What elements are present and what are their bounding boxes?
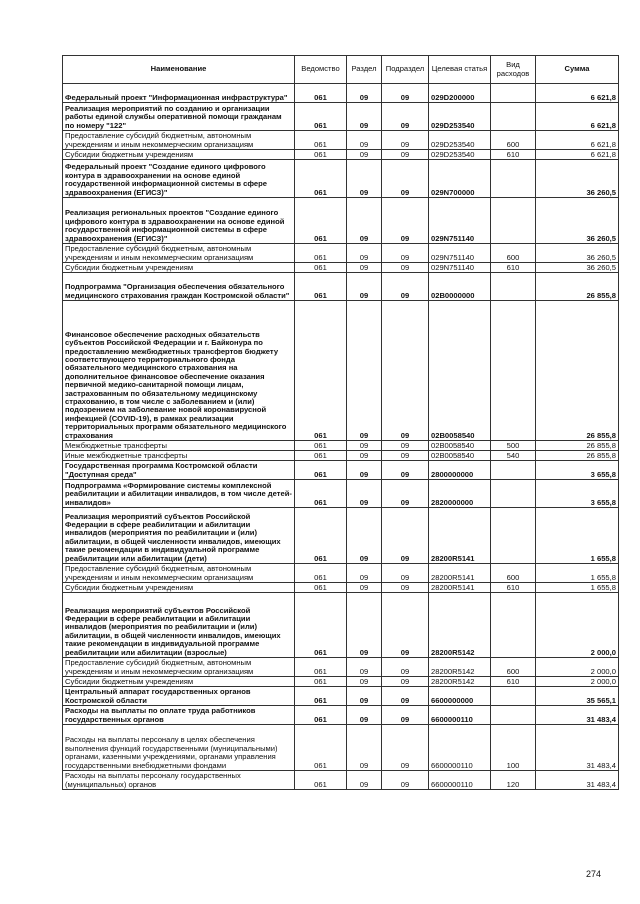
table-row bbox=[63, 706, 619, 725]
cell-razdel: 09 bbox=[347, 198, 382, 244]
cell-vid-rashodov: 600 bbox=[491, 131, 536, 150]
cell-cel-statya: 6600000110 bbox=[429, 725, 491, 771]
cell-cel-statya: 029N700000 bbox=[429, 160, 491, 198]
cell-razdel: 09 bbox=[347, 677, 382, 687]
cell-cel-statya: 28200R5142 bbox=[429, 677, 491, 687]
table-row bbox=[63, 84, 619, 103]
cell-vedomstvo: 061 bbox=[295, 480, 347, 508]
cell-vid-rashodov bbox=[491, 593, 536, 658]
header-podrazdel: Подраздел bbox=[382, 56, 429, 84]
cell-summa: 36 260,5 bbox=[536, 244, 619, 263]
table-row bbox=[63, 150, 619, 160]
cell-razdel: 09 bbox=[347, 706, 382, 725]
cell-vid-rashodov bbox=[491, 273, 536, 301]
cell-vid-rashodov bbox=[491, 160, 536, 198]
cell-vid-rashodov bbox=[491, 480, 536, 508]
table-row bbox=[63, 593, 619, 658]
cell-summa: 1 655,8 bbox=[536, 508, 619, 564]
cell-podrazdel: 09 bbox=[382, 771, 429, 790]
table-row bbox=[63, 564, 619, 583]
table-row bbox=[63, 160, 619, 198]
cell-podrazdel: 09 bbox=[382, 131, 429, 150]
cell-vedomstvo: 061 bbox=[295, 301, 347, 441]
cell-cel-statya: 6600000000 bbox=[429, 687, 491, 706]
cell-razdel: 09 bbox=[347, 273, 382, 301]
cell-name: Реализация региональных проектов "Создание единого цифрового контура в здравоохранении на основе единой государственной информационной системы в сфере здравоохранения (ЕГИСЗ)" bbox=[63, 198, 295, 244]
cell-vedomstvo: 061 bbox=[295, 451, 347, 461]
cell-vid-rashodov bbox=[491, 706, 536, 725]
cell-podrazdel: 09 bbox=[382, 677, 429, 687]
cell-razdel: 09 bbox=[347, 480, 382, 508]
table-row bbox=[63, 451, 619, 461]
cell-cel-statya: 029D253540 bbox=[429, 131, 491, 150]
cell-vedomstvo: 061 bbox=[295, 263, 347, 273]
cell-razdel: 09 bbox=[347, 84, 382, 103]
cell-razdel: 09 bbox=[347, 461, 382, 480]
cell-razdel: 09 bbox=[347, 131, 382, 150]
cell-vedomstvo: 061 bbox=[295, 150, 347, 160]
cell-razdel: 09 bbox=[347, 301, 382, 441]
cell-cel-statya: 28200R5141 bbox=[429, 508, 491, 564]
cell-podrazdel: 09 bbox=[382, 706, 429, 725]
cell-cel-statya: 029N751140 bbox=[429, 263, 491, 273]
cell-vedomstvo: 061 bbox=[295, 198, 347, 244]
cell-cel-statya: 28200R5141 bbox=[429, 583, 491, 593]
table-row bbox=[63, 198, 619, 244]
cell-vid-rashodov: 610 bbox=[491, 677, 536, 687]
cell-vedomstvo: 061 bbox=[295, 771, 347, 790]
cell-name: Реализация мероприятий субъектов Российской Федерации в сфере реабилитации и абилитации инвалидов (мероприятия по реабилитации и (или) абилитации, в общей численности инвалидов, имеющих такие рекомендации в индивидуальной программе реабилитации или абилитации (взрослые) bbox=[63, 593, 295, 658]
cell-name: Субсидии бюджетным учреждениям bbox=[63, 583, 295, 593]
cell-summa: 3 655,8 bbox=[536, 461, 619, 480]
header-razdel: Раздел bbox=[347, 56, 382, 84]
cell-vid-rashodov bbox=[491, 84, 536, 103]
cell-summa: 36 260,5 bbox=[536, 198, 619, 244]
cell-name: Подпрограмма «Формирование системы комплексной реабилитации и абилитации инвалидов, в том числе детей-инвалидов» bbox=[63, 480, 295, 508]
table-row bbox=[63, 480, 619, 508]
cell-cel-statya: 02В0058540 bbox=[429, 301, 491, 441]
cell-summa: 26 855,8 bbox=[536, 451, 619, 461]
cell-razdel: 09 bbox=[347, 725, 382, 771]
cell-podrazdel: 09 bbox=[382, 508, 429, 564]
cell-summa: 26 855,8 bbox=[536, 273, 619, 301]
cell-vedomstvo: 061 bbox=[295, 593, 347, 658]
cell-vid-rashodov bbox=[491, 508, 536, 564]
table-row bbox=[63, 131, 619, 150]
cell-cel-statya: 02В0058540 bbox=[429, 441, 491, 451]
cell-summa: 36 260,5 bbox=[536, 263, 619, 273]
cell-podrazdel: 09 bbox=[382, 441, 429, 451]
cell-summa: 6 621,8 bbox=[536, 131, 619, 150]
cell-podrazdel: 09 bbox=[382, 564, 429, 583]
cell-name: Расходы на выплаты персоналу государственных (муниципальных) органов bbox=[63, 771, 295, 790]
cell-summa: 31 483,4 bbox=[536, 706, 619, 725]
cell-razdel: 09 bbox=[347, 593, 382, 658]
cell-vid-rashodov: 610 bbox=[491, 150, 536, 160]
cell-razdel: 09 bbox=[347, 103, 382, 131]
budget-table bbox=[62, 55, 619, 790]
cell-podrazdel: 09 bbox=[382, 451, 429, 461]
cell-name: Государственная программа Костромской области "Доступная среда" bbox=[63, 461, 295, 480]
table-row bbox=[63, 687, 619, 706]
cell-vid-rashodov bbox=[491, 301, 536, 441]
cell-name: Предоставление субсидий бюджетным, автономным учреждениям и иным некоммерческим организациям bbox=[63, 564, 295, 583]
page-number: 274 bbox=[586, 869, 602, 879]
cell-razdel: 09 bbox=[347, 583, 382, 593]
cell-podrazdel: 09 bbox=[382, 583, 429, 593]
table-row bbox=[63, 263, 619, 273]
cell-summa: 6 621,8 bbox=[536, 150, 619, 160]
cell-razdel: 09 bbox=[347, 150, 382, 160]
cell-name: Подпрограмма "Организация обеспечения обязательного медицинского страхования граждан Костромской области" bbox=[63, 273, 295, 301]
cell-summa: 1 655,8 bbox=[536, 583, 619, 593]
cell-razdel: 09 bbox=[347, 263, 382, 273]
cell-vid-rashodov bbox=[491, 198, 536, 244]
cell-vedomstvo: 061 bbox=[295, 687, 347, 706]
cell-podrazdel: 09 bbox=[382, 658, 429, 677]
cell-vedomstvo: 061 bbox=[295, 706, 347, 725]
cell-cel-statya: 029D200000 bbox=[429, 84, 491, 103]
cell-razdel: 09 bbox=[347, 564, 382, 583]
cell-vid-rashodov: 600 bbox=[491, 658, 536, 677]
cell-vedomstvo: 061 bbox=[295, 84, 347, 103]
cell-vid-rashodov bbox=[491, 687, 536, 706]
table-body bbox=[63, 84, 619, 790]
cell-summa: 36 260,5 bbox=[536, 160, 619, 198]
cell-name: Субсидии бюджетным учреждениям bbox=[63, 150, 295, 160]
cell-name: Центральный аппарат государственных органов Костромской области bbox=[63, 687, 295, 706]
cell-vedomstvo: 061 bbox=[295, 461, 347, 480]
cell-vedomstvo: 061 bbox=[295, 441, 347, 451]
cell-vid-rashodov: 610 bbox=[491, 263, 536, 273]
cell-razdel: 09 bbox=[347, 441, 382, 451]
cell-summa: 3 655,8 bbox=[536, 480, 619, 508]
header-vedomstvo: Ведомство bbox=[295, 56, 347, 84]
cell-podrazdel: 09 bbox=[382, 84, 429, 103]
cell-podrazdel: 09 bbox=[382, 725, 429, 771]
cell-podrazdel: 09 bbox=[382, 244, 429, 263]
cell-name: Субсидии бюджетным учреждениям bbox=[63, 677, 295, 687]
cell-razdel: 09 bbox=[347, 244, 382, 263]
cell-podrazdel: 09 bbox=[382, 301, 429, 441]
cell-name: Предоставление субсидий бюджетным, автономным учреждениям и иным некоммерческим организациям bbox=[63, 658, 295, 677]
cell-podrazdel: 09 bbox=[382, 593, 429, 658]
cell-name: Расходы на выплаты персоналу в целях обеспечения выполнения функций государственными (муниципальными) органами, казенными учреждениями, органами управления государственными внебюджетными фондами bbox=[63, 725, 295, 771]
cell-vid-rashodov: 500 bbox=[491, 441, 536, 451]
table-row bbox=[63, 301, 619, 441]
cell-name: Межбюджетные трансферты bbox=[63, 441, 295, 451]
cell-cel-statya: 029N751140 bbox=[429, 198, 491, 244]
cell-name: Федеральный проект "Информационная инфраструктура" bbox=[63, 84, 295, 103]
cell-vedomstvo: 061 bbox=[295, 244, 347, 263]
cell-summa: 2 000,0 bbox=[536, 658, 619, 677]
cell-vid-rashodov bbox=[491, 461, 536, 480]
cell-summa: 6 621,8 bbox=[536, 103, 619, 131]
header-summa: Сумма bbox=[536, 56, 619, 84]
cell-name: Расходы на выплаты по оплате труда работников государственных органов bbox=[63, 706, 295, 725]
cell-name: Финансовое обеспечение расходных обязательств субъектов Российской Федерации и г. Байконура по предоставлению межбюджетных трансфертов бюджету соответствующего территориального фонда обязательного медицинского страхования на дополнительное финансовое обеспечение оказания первичной медико-санитарной помощи лицам, застрахованным по обязательному медицинскому страхованию, в том числе с заболеванием и (или) подозрением на заболевание новой коронавирусной инфекцией (COVID-19), в рамках реализации территориальных программ обязательного медицинского страхования bbox=[63, 301, 295, 441]
cell-cel-statya: 02В0058540 bbox=[429, 451, 491, 461]
cell-name: Предоставление субсидий бюджетным, автономным учреждениям и иным некоммерческим организациям bbox=[63, 244, 295, 263]
cell-name: Федеральный проект "Создание единого цифрового контура в здравоохранении на основе единой государственной информационной системы в сфере здравоохранения (ЕГИСЗ)" bbox=[63, 160, 295, 198]
table-row bbox=[63, 725, 619, 771]
table-row bbox=[63, 461, 619, 480]
cell-vedomstvo: 061 bbox=[295, 160, 347, 198]
cell-summa: 1 655,8 bbox=[536, 564, 619, 583]
cell-vid-rashodov: 120 bbox=[491, 771, 536, 790]
table-row bbox=[63, 658, 619, 677]
cell-podrazdel: 09 bbox=[382, 160, 429, 198]
cell-summa: 2 000,0 bbox=[536, 593, 619, 658]
cell-razdel: 09 bbox=[347, 658, 382, 677]
table-row bbox=[63, 244, 619, 263]
cell-vid-rashodov: 600 bbox=[491, 564, 536, 583]
cell-vedomstvo: 061 bbox=[295, 583, 347, 593]
cell-podrazdel: 09 bbox=[382, 461, 429, 480]
cell-podrazdel: 09 bbox=[382, 273, 429, 301]
cell-cel-statya: 02В0000000 bbox=[429, 273, 491, 301]
table-row bbox=[63, 441, 619, 451]
cell-summa: 31 483,4 bbox=[536, 771, 619, 790]
cell-razdel: 09 bbox=[347, 160, 382, 198]
table-row bbox=[63, 677, 619, 687]
cell-vedomstvo: 061 bbox=[295, 564, 347, 583]
cell-name: Реализация мероприятий субъектов Российской Федерации в сфере реабилитации и абилитации инвалидов (мероприятия по реабилитации и (или) абилитации, в общей численности инвалидов, имеющих такие рекомендации в индивидуальной программе реабилитации или абилитации (дети) bbox=[63, 508, 295, 564]
cell-cel-statya: 029D253540 bbox=[429, 103, 491, 131]
cell-name: Предоставление субсидий бюджетным, автономным учреждениям и иным некоммерческим организациям bbox=[63, 131, 295, 150]
cell-vid-rashodov: 540 bbox=[491, 451, 536, 461]
cell-name: Реализация мероприятий по созданию и организации работы единой службы оперативной помощи гражданам по номеру "122" bbox=[63, 103, 295, 131]
cell-vid-rashodov: 610 bbox=[491, 583, 536, 593]
cell-podrazdel: 09 bbox=[382, 480, 429, 508]
table-row bbox=[63, 771, 619, 790]
cell-vedomstvo: 061 bbox=[295, 508, 347, 564]
cell-razdel: 09 bbox=[347, 771, 382, 790]
cell-vedomstvo: 061 bbox=[295, 658, 347, 677]
cell-summa: 35 565,1 bbox=[536, 687, 619, 706]
cell-vid-rashodov bbox=[491, 103, 536, 131]
cell-vedomstvo: 061 bbox=[295, 131, 347, 150]
cell-cel-statya: 6600000110 bbox=[429, 706, 491, 725]
cell-razdel: 09 bbox=[347, 508, 382, 564]
cell-cel-statya: 28200R5142 bbox=[429, 658, 491, 677]
cell-cel-statya: 2820000000 bbox=[429, 480, 491, 508]
cell-cel-statya: 28200R5142 bbox=[429, 593, 491, 658]
cell-cel-statya: 28200R5141 bbox=[429, 564, 491, 583]
cell-cel-statya: 029D253540 bbox=[429, 150, 491, 160]
document-page bbox=[62, 55, 618, 790]
cell-cel-statya: 2800000000 bbox=[429, 461, 491, 480]
cell-vid-rashodov: 100 bbox=[491, 725, 536, 771]
cell-podrazdel: 09 bbox=[382, 263, 429, 273]
cell-razdel: 09 bbox=[347, 451, 382, 461]
table-row bbox=[63, 103, 619, 131]
cell-cel-statya: 6600000110 bbox=[429, 771, 491, 790]
table-header-row bbox=[63, 56, 619, 84]
cell-podrazdel: 09 bbox=[382, 687, 429, 706]
cell-name: Субсидии бюджетным учреждениям bbox=[63, 263, 295, 273]
cell-summa: 26 855,8 bbox=[536, 301, 619, 441]
cell-vedomstvo: 061 bbox=[295, 273, 347, 301]
table-row bbox=[63, 508, 619, 564]
cell-summa: 31 483,4 bbox=[536, 725, 619, 771]
cell-name: Иные межбюджетные трансферты bbox=[63, 451, 295, 461]
table-row bbox=[63, 583, 619, 593]
header-vid-rashodov: Вид расходов bbox=[491, 56, 536, 84]
table-row bbox=[63, 273, 619, 301]
cell-vedomstvo: 061 bbox=[295, 103, 347, 131]
cell-summa: 26 855,8 bbox=[536, 441, 619, 451]
header-name: Наименование bbox=[63, 56, 295, 84]
cell-podrazdel: 09 bbox=[382, 198, 429, 244]
cell-summa: 2 000,0 bbox=[536, 677, 619, 687]
cell-podrazdel: 09 bbox=[382, 103, 429, 131]
cell-cel-statya: 029N751140 bbox=[429, 244, 491, 263]
cell-summa: 6 621,8 bbox=[536, 84, 619, 103]
header-cel-statya: Целевая статья bbox=[429, 56, 491, 84]
cell-podrazdel: 09 bbox=[382, 150, 429, 160]
cell-razdel: 09 bbox=[347, 687, 382, 706]
cell-vedomstvo: 061 bbox=[295, 725, 347, 771]
cell-vedomstvo: 061 bbox=[295, 677, 347, 687]
cell-vid-rashodov: 600 bbox=[491, 244, 536, 263]
